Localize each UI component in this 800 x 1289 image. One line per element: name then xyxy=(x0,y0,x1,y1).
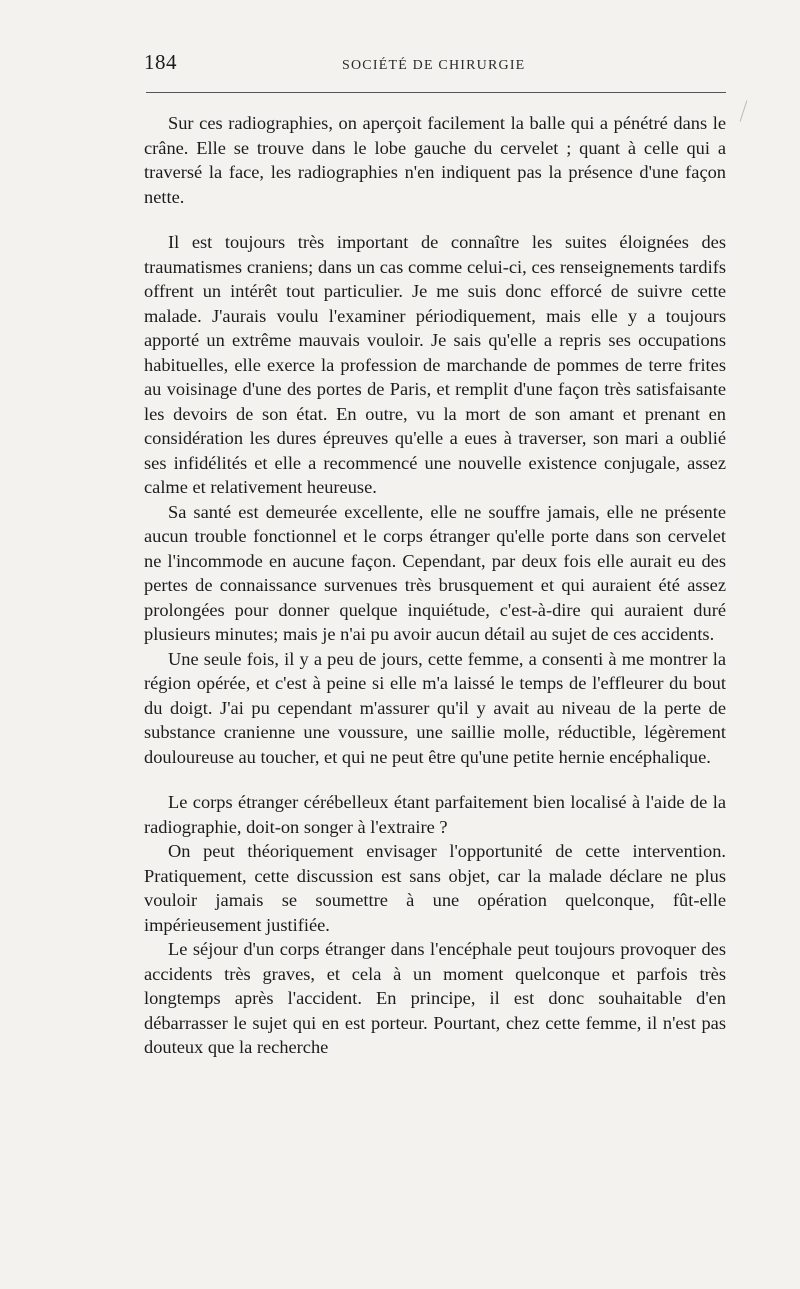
paragraph-suites-eloignees: Il est toujours très important de connaître les suites éloignées des traumatismes craniens; dans un cas comme celui-ci, ces renseignements tardifs offrent un intérêt tout particulier. Je me suis donc efforcé de suivre cette malade. J'aurais voulu l'examiner périodiquement, mais elle y a toujours apporté un extrême mauvais vouloir. Je sais qu'elle a repris ses occupations habituelles, elle exerce la profession de marchande de pommes de terre frites au voisinage d'une des portes de Paris, et remplit d'une façon très satisfaisante les devoirs de son état. En outre, vu la mort de son amant et prenant en considération les dures épreuves qu'elle a eues à traverser, son mari a oublié ses infidélités et elle a recommencé une nouvelle existence conjugale, assez calme et relativement heureuse. xyxy=(144,232,726,497)
paragraph-sejour: Le séjour d'un corps étranger dans l'encéphale peut toujours provoquer des accidents très graves, et cela à un moment quelconque et parfois très longtemps après l'accident. En principe, il est donc souhaitable d'en débarrasser le sujet qui en est porteur. Pourtant, chez cette femme, il n'est pas douteux que la recherche xyxy=(144,939,726,1057)
paragraph-radiographies: Sur ces radiographies, on aperçoit facilement la balle qui a pénétré dans le crâne. Elle se trouve dans le lobe gauche du cervelet ; quant à celle qui a traversé la face, les radiographies n'en indiquent pas la présence d'une façon nette. xyxy=(144,113,726,207)
paragraph-corps-etranger: Le corps étranger cérébelleux étant parfaitement bien localisé à l'aide de la radiographie, doit-on songer à l'extraire ? xyxy=(144,792,726,837)
margin-mark xyxy=(740,100,748,121)
running-title: SOCIÉTÉ DE CHIRURGIE xyxy=(342,58,526,73)
page-number: 184 xyxy=(144,50,177,74)
body-text xyxy=(144,111,726,1060)
paragraph-sante: Sa santé est demeurée excellente, elle ne souffre jamais, elle ne présente aucun trouble fonctionnel et le corps étranger qu'elle porte dans son cervelet ne l'incommode en aucune façon. Cependant, par deux fois elle aurait eu des pertes de connaissance survenues très brusquement et qui auraient été assez prolongées pour donner quelque inquiétude, c'est-à-dire qui auraient duré plusieurs minutes; mais je n'ai pu avoir aucun détail au sujet de ces accidents. xyxy=(144,501,726,644)
page-header xyxy=(144,50,726,80)
paragraph-intervention: On peut théoriquement envisager l'opportunité de cette intervention. Pratiquement, cette discussion est sans objet, car la malade déclare ne plus vouloir jamais se soumettre à une opération quelconque, fût-elle impérieusement justifiée. xyxy=(144,841,726,935)
header-rule xyxy=(146,92,726,93)
paragraph-region-operee: Une seule fois, il y a peu de jours, cette femme, a consenti à me montrer la région opérée, et c'est à peine si elle m'a laissé le temps de l'effleurer du bout du doigt. J'ai pu cependant m'assurer qu'il y avait au niveau de la perte de substance cranienne une voussure, une saillie molle, réductible, légèrement douloureuse au toucher, et qui ne peut être qu'une petite hernie encéphalique. xyxy=(144,648,726,767)
